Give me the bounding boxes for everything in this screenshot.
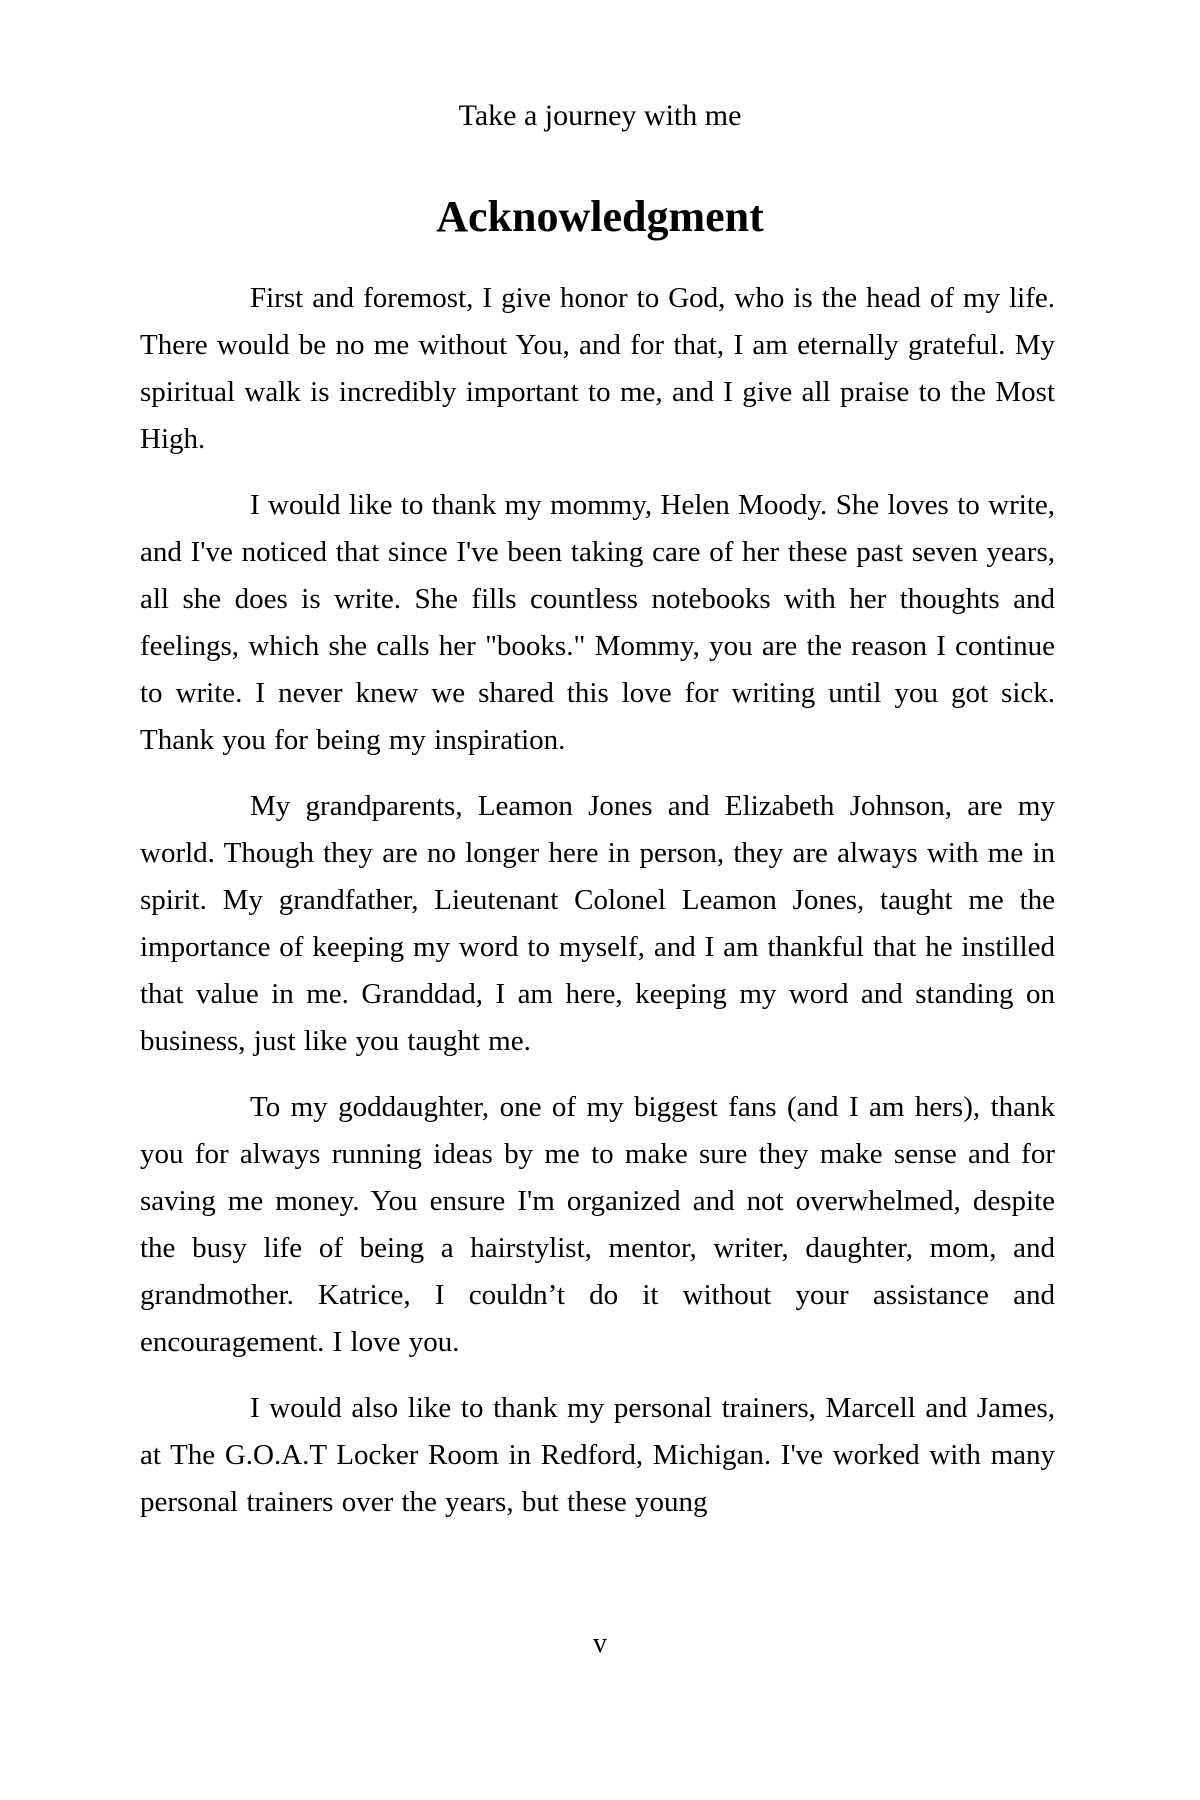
body-text [140, 275, 1055, 1545]
paragraph: I would like to thank my mommy, Helen Moody. She loves to write, and I've noticed that since I've been taking care of her these past seven years, all she does is write. She fills countless notebooks with her thoughts and feelings, which she calls her "books." Mommy, you are the reason I continue to write. I never knew we shared this love for writing until you got sick. Thank you for being my inspiration. [140, 489, 1055, 756]
running-header: Take a journey with me [458, 99, 742, 132]
paragraph: I would also like to thank my personal trainers, Marcell and James, at The G.O.A.T Locker Room in Redford, Michigan. I've worked with many personal trainers over the years, but these young [140, 1392, 1055, 1518]
page-number: v [593, 1628, 607, 1659]
paragraph: To my goddaughter, one of my biggest fans (and I am hers), thank you for always running ideas by me to make sure they make sense and for saving me money. You ensure I'm organized and not overwhelmed, despite the busy life of being a hairstylist, mentor, writer, daughter, mom, and grandmother. Katrice, I couldn’t do it without your assistance and encouragement. I love you. [140, 1091, 1055, 1358]
paragraph: First and foremost, I give honor to God, who is the head of my life. There would be no me without You, and for that, I am eternally grateful. My spiritual walk is incredibly important to me, and I give all praise to the Most High. [140, 282, 1055, 455]
paragraph: My grandparents, Leamon Jones and Elizabeth Johnson, are my world. Though they are no longer here in person, they are always with me in spirit. My grandfather, Lieutenant Colonel Leamon Jones, taught me the importance of keeping my word to myself, and I am thankful that he instilled that value in me. Granddad, I am here, keeping my word and standing on business, just like you taught me. [140, 790, 1055, 1057]
chapter-title: Acknowledgment [436, 192, 764, 241]
